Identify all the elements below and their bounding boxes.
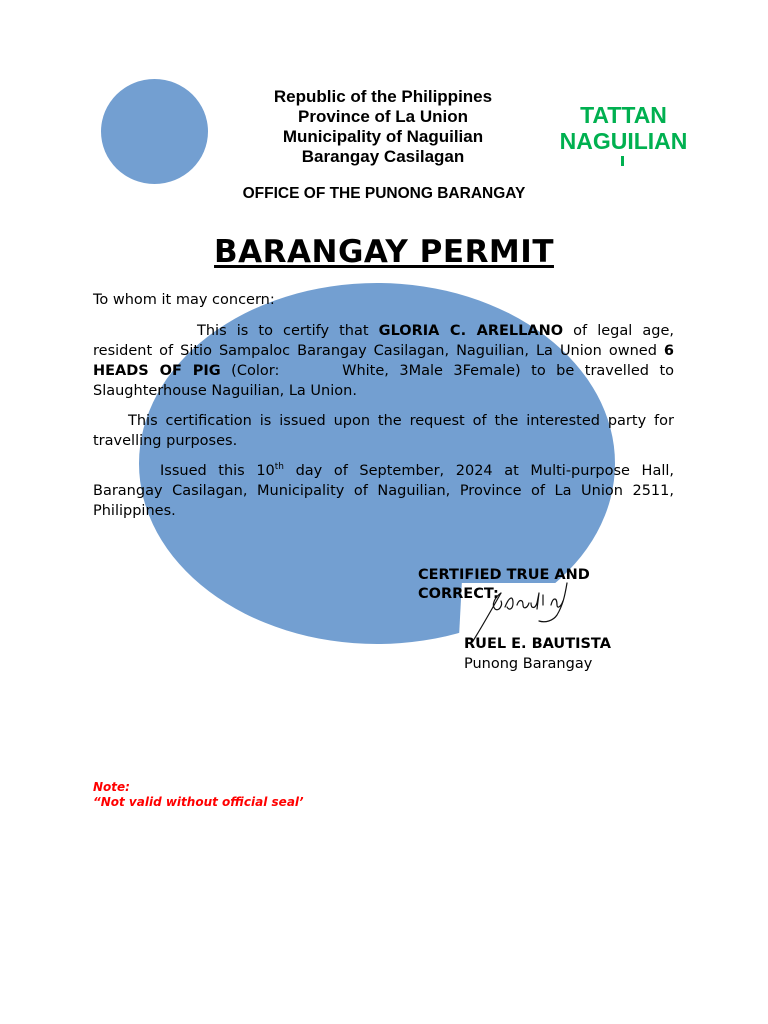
brand-mark <box>621 156 624 166</box>
header-municipality: Municipality of Naguilian <box>282 127 484 146</box>
salutation: To whom it may concern: <box>93 292 275 308</box>
p3-tail: day of September, 2024 at Multi-purpose Hall, Barangay Casilagan, Municipality of Naguilian, Province of La Union 2511, Philippines. <box>93 463 674 519</box>
certification-paragraph <box>93 321 674 401</box>
p3-ordinal: th <box>274 462 285 473</box>
p3-lead: Issued this 10 <box>160 463 275 479</box>
note-label: Note: <box>93 780 130 794</box>
office-heading: OFFICE OF THE PUNONG BARANGAY <box>242 185 526 202</box>
document-header <box>228 87 538 167</box>
p1-mid: of legal age, resident of Sitio Sampaloc Barangay Casilagan, Naguilian, La Union owned <box>93 323 675 359</box>
holder-name: GLORIA C. ARELLANO <box>378 323 564 339</box>
p1-lead: This is to certify that <box>197 323 379 339</box>
header-barangay: Barangay Casilagan <box>301 147 465 166</box>
livestock-item: 6 HEADS OF PIG <box>93 343 674 379</box>
note-text: “Not valid without official seal’ <box>93 795 304 809</box>
validity-note <box>93 780 493 810</box>
signer-position: Punong Barangay <box>464 656 593 672</box>
brand-line-2: NAGUILIAN <box>559 128 688 154</box>
document-title: BARANGAY PERMIT <box>214 234 554 270</box>
signer-name: RUEL E. BAUTISTA <box>464 636 611 652</box>
issuance-paragraph <box>93 461 674 521</box>
p1-tail: (Color: White, 3Male 3Female) to be travelled to Slaughterhouse Naguilian, La Union. <box>93 363 675 399</box>
header-province: Province of La Union <box>297 107 469 126</box>
purpose-paragraph: This certification is issued upon the request of the interested party for travelling purposes. <box>93 413 674 449</box>
certified-heading: CERTIFIED TRUE AND CORRECT: <box>418 567 590 602</box>
barangay-logo <box>101 79 208 184</box>
brand-line-1: TATTAN <box>580 102 667 128</box>
header-republic: Republic of the Philippines <box>273 87 493 106</box>
signature-image <box>465 575 580 645</box>
tattan-naguilian-logo <box>545 102 702 154</box>
